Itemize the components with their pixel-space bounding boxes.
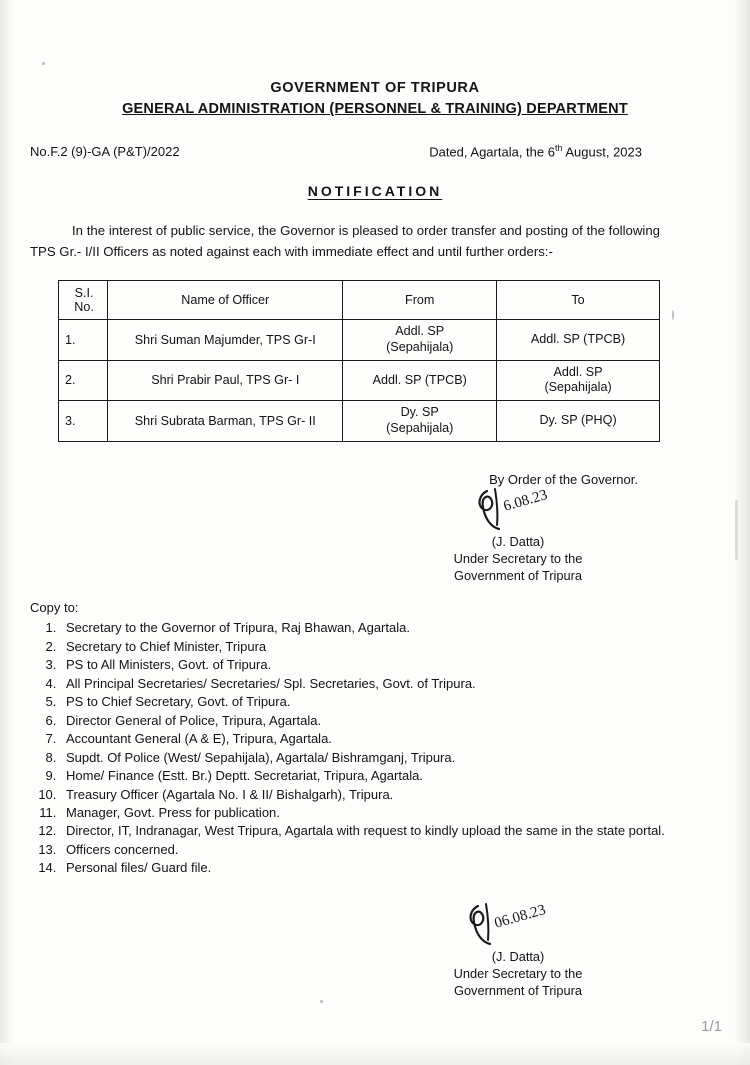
list-item: 10. Treasury Officer (Agartala No. I & II/ Bishalgarh), Tripura. <box>60 786 720 804</box>
paragraph-text: In the interest of public service, the Governor is pleased to order transfer and posting of the following TPS Gr.- I/II Officers as noted against each with immediate effect and until further orders:- <box>30 223 660 259</box>
signature-date-text: 06.08.23 <box>492 901 548 932</box>
by-order-text: By Order of the Governor. <box>489 471 638 487</box>
department-title: GENERAL ADMINISTRATION (PERSONNEL & TRAINING) DEPARTMENT <box>122 101 628 117</box>
page-indicator: 1/1 <box>701 1018 722 1035</box>
signature-mark <box>368 901 668 948</box>
signature-mark <box>368 486 668 533</box>
cell-sl: 2. <box>59 360 108 400</box>
document-content <box>30 80 720 1000</box>
cell-sl: 3. <box>59 401 108 441</box>
column-header-to: To <box>497 281 660 320</box>
body-paragraph <box>30 221 720 262</box>
notification-heading: NOTIFICATION <box>307 183 443 200</box>
table-row <box>59 360 660 400</box>
table-body <box>59 320 660 441</box>
scan-speck <box>42 62 45 65</box>
signatory-designation-line1: Under Secretary to the <box>453 966 583 982</box>
cell-name: Shri Subrata Barman, TPS Gr- II <box>108 401 343 441</box>
cell-from <box>343 320 497 360</box>
scan-edge-left <box>0 0 14 1065</box>
memo-date-superscript: th <box>554 143 563 153</box>
list-item: 6. Director General of Police, Tripura, Agartala. <box>60 712 720 730</box>
memo-date-suffix: August, 2023 <box>562 144 642 160</box>
cell-from <box>343 360 497 400</box>
memo-number: No.F.2 (9)-GA (P&T)/2022 <box>30 144 180 160</box>
signature-block-1 <box>368 486 668 585</box>
list-item: 12. Director, IT, Indranagar, West Tripura, Agartala with request to kindly upload the same in the state portal. <box>60 822 720 840</box>
copy-to-label: Copy to: <box>30 600 79 616</box>
signatory-designation-line2: Government of Tripura <box>453 983 583 999</box>
cell-sl: 1. <box>59 320 108 360</box>
cell-from-line1: Addl. SP <box>395 324 445 339</box>
memo-date <box>429 143 642 159</box>
list-item: 1. Secretary to the Governor of Tripura, Raj Bhawan, Agartala. <box>60 619 720 637</box>
column-header-from: From <box>343 281 497 320</box>
scan-edge-bottom <box>0 1043 750 1065</box>
column-header-sl-line1: S.I. <box>74 286 94 301</box>
signatory-designation-line1: Under Secretary to the <box>453 550 583 566</box>
signatory-name: (J. Datta) <box>491 533 545 549</box>
list-item: 8. Supdt. Of Police (West/ Sepahijala), Agartala/ Bishramganj, Tripura. <box>60 749 720 767</box>
column-header-sl-line2: No. <box>74 300 94 315</box>
cell-to <box>497 360 660 400</box>
memo-date-prefix: Dated, Agartala, the 6 <box>429 144 555 160</box>
scan-speck <box>320 1000 323 1003</box>
column-header-sl <box>59 281 108 320</box>
cell-name: Shri Prabir Paul, TPS Gr- I <box>108 360 343 400</box>
table-header-row <box>59 281 660 320</box>
copy-to-list <box>30 619 720 877</box>
table-row <box>59 401 660 441</box>
cell-name: Shri Suman Majumder, TPS Gr-I <box>108 320 343 360</box>
cell-from-line1: Addl. SP (TPCB) <box>372 372 467 387</box>
list-item: 7. Accountant General (A & E), Tripura, Agartala. <box>60 730 720 748</box>
cell-to-line2: (Sepahijala) <box>544 380 612 395</box>
list-item: 14. Personal files/ Guard file. <box>60 859 720 877</box>
list-item: 2. Secretary to Chief Minister, Tripura <box>60 638 720 656</box>
list-item: 4. All Principal Secretaries/ Secretaries/ Spl. Secretaries, Govt. of Tripura. <box>60 675 720 693</box>
cell-from-line1: Dy. SP <box>400 405 439 420</box>
signatory-name: (J. Datta) <box>491 948 545 964</box>
signature-date-text: 6.08.23 <box>501 486 550 515</box>
cell-to-line1: Dy. SP (PHQ) <box>539 413 617 428</box>
list-item: 9. Home/ Finance (Estt. Br.) Deptt. Secretariat, Tripura, Agartala. <box>60 767 720 785</box>
signatory-designation-line2: Government of Tripura <box>453 568 583 584</box>
cell-from <box>343 401 497 441</box>
table-row <box>59 320 660 360</box>
cell-to-line1: Addl. SP <box>553 364 603 379</box>
memo-meta-row <box>30 143 720 159</box>
cell-to <box>497 401 660 441</box>
list-item: 3. PS to All Ministers, Govt. of Tripura. <box>60 656 720 674</box>
cell-to <box>497 320 660 360</box>
cell-from-line2: (Sepahijala) <box>386 420 454 435</box>
officers-table <box>58 280 660 441</box>
govt-title: GOVERNMENT OF TRIPURA <box>270 80 480 96</box>
list-item: 11. Manager, Govt. Press for publication. <box>60 804 720 822</box>
cell-from-line2: (Sepahijala) <box>386 339 454 354</box>
signature-svg <box>438 900 598 948</box>
list-item: 13. Officers concerned. <box>60 841 720 859</box>
cell-to-line1: Addl. SP (TPCB) <box>530 332 626 347</box>
list-item: 5. PS to Chief Secretary, Govt. of Tripura. <box>60 693 720 711</box>
table-head <box>59 281 660 320</box>
column-header-name: Name of Officer <box>108 281 343 320</box>
scan-speck <box>735 500 738 560</box>
signature-block-2 <box>368 901 668 1000</box>
signature-svg <box>443 485 593 533</box>
